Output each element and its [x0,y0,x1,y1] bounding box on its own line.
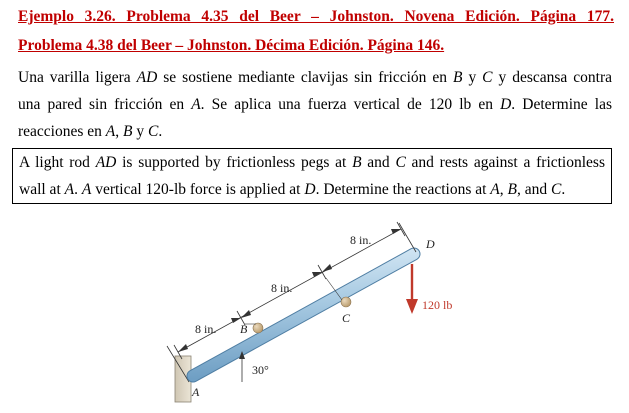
rod-ad [193,254,414,376]
angle-label: 30° [252,363,269,377]
problem-reference: Problema 4.38 del Beer – Johnston. Décima Edición. Página 146. [18,37,445,54]
dim-label-1: 8 in. [195,322,217,336]
spanish-line-2: una pared sin fricción en A. Se aplica una fuerza vertical de 120 lb en D. Determine las [18,96,612,113]
spanish-line-1: Una varilla ligera AD se sostiene mediante clavijas sin fricción en B y C y descansa contra [18,69,612,86]
english-line-1: A light rod AD is supported by frictionless pegs at B and C and rests against a frictionless [19,154,605,171]
label-c: C [342,311,351,325]
extension-line-d [399,223,416,252]
label-d: D [426,237,435,251]
dim-label-3: 8 in. [350,233,372,247]
force-label: 120 lb [422,298,453,312]
label-b: B [240,322,248,336]
label-a: A [192,385,200,399]
english-line-2: wall at A. A vertical 120-lb force is applied at D. Determine the reactions at A, B, and C. [19,181,566,198]
example-title: Ejemplo 3.26. Problema 4.35 del Beer – Johnston. Novena Edición. Página 177. [18,8,614,25]
force-arrow [406,264,418,314]
dim-label-2: 8 in. [271,281,293,295]
peg-c [341,297,351,307]
spanish-line-3: reacciones en A, B y C. [18,123,163,140]
peg-b [253,323,263,333]
